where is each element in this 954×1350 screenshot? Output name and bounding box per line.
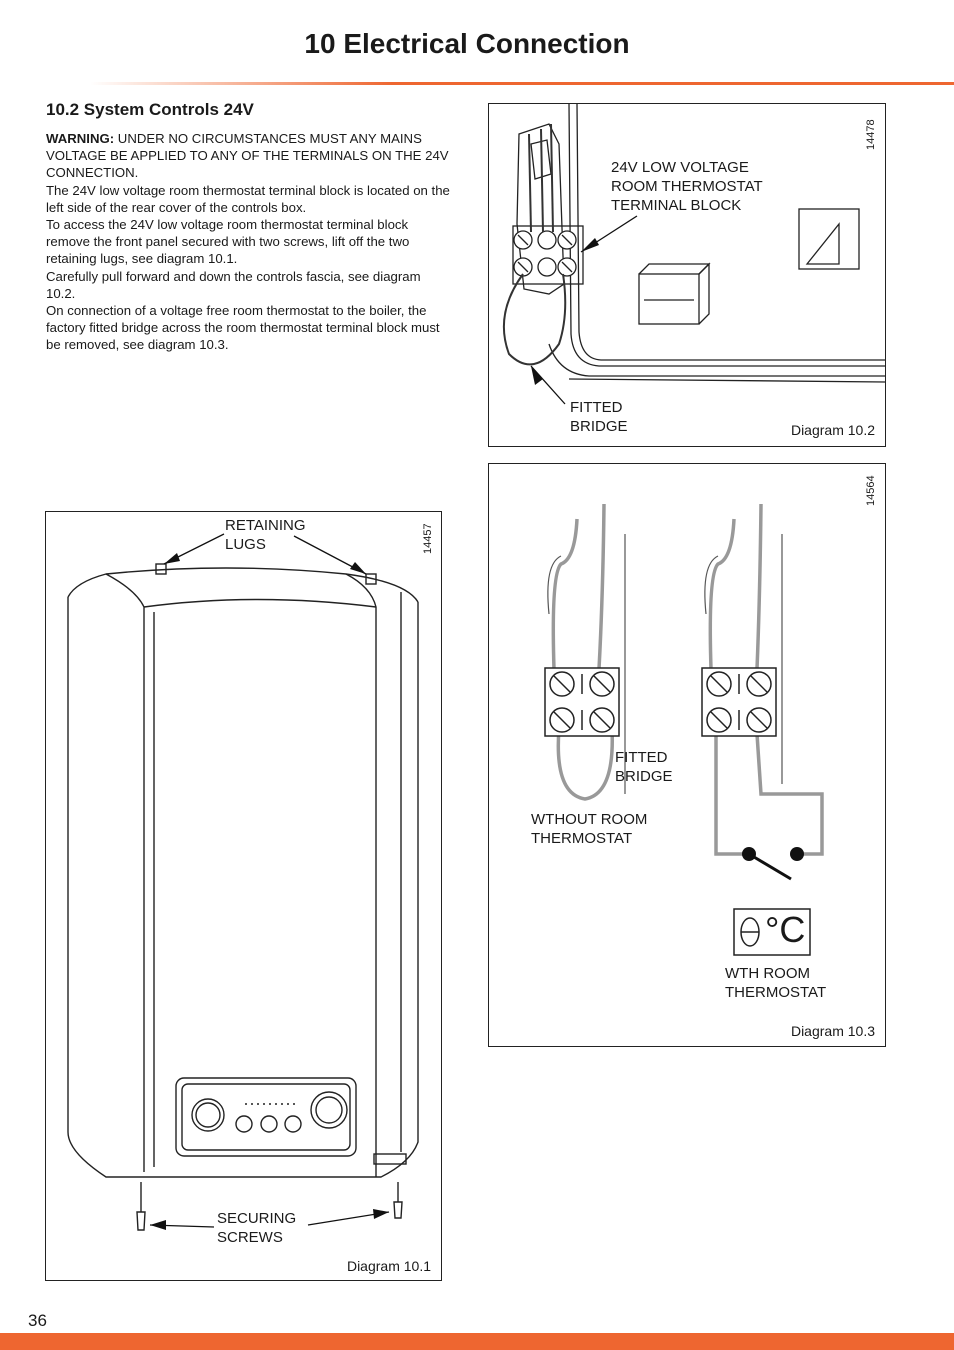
figure-reference-number: 14564 bbox=[865, 475, 877, 506]
paragraph-2: To access the 24V low voltage room thermostat terminal block remove the front panel secured with two screws, lift off the two retaining lugs, see diagram 10.1. bbox=[46, 217, 410, 267]
warning-label: WARNING: bbox=[46, 131, 115, 146]
thermostat-symbol: °C bbox=[765, 909, 806, 950]
page-number: 36 bbox=[28, 1311, 47, 1330]
label-fitted-bridge: FITTED BRIDGE bbox=[615, 749, 673, 785]
label-fitted-bridge: FITTED BRIDGE bbox=[570, 399, 628, 435]
thermostat-wiring-illustration bbox=[489, 464, 886, 1047]
paragraph-1: The 24V low voltage room thermostat terminal block is located on the left side of the rear cover of the controls box. bbox=[46, 182, 450, 215]
footer-accent-bar bbox=[0, 1333, 954, 1350]
diagram-10-3 bbox=[488, 463, 886, 1047]
boiler-front-illustration bbox=[46, 512, 442, 1281]
section-heading: 10.2 System Controls 24V bbox=[46, 100, 254, 119]
figure-reference-number: 14457 bbox=[422, 523, 434, 554]
diagram-caption: Diagram 10.2 bbox=[790, 422, 875, 438]
diagram-10-1 bbox=[45, 511, 442, 1281]
diagram-10-2 bbox=[488, 103, 886, 447]
label-terminal-block: 24V LOW VOLTAGE ROOM THERMOSTAT TERMINAL BLOCK bbox=[611, 159, 763, 214]
label-with-room-thermostat: WTH ROOM THERMOSTAT bbox=[725, 965, 827, 1001]
terminal-block-illustration bbox=[489, 104, 886, 447]
label-securing-screws: SECURING SCREWS bbox=[217, 1210, 297, 1246]
label-retaining-lugs: RETAINING LUGS bbox=[225, 517, 306, 553]
diagram-caption: Diagram 10.1 bbox=[346, 1258, 431, 1274]
figure-reference-number: 14478 bbox=[865, 119, 877, 150]
diagram-caption: Diagram 10.3 bbox=[790, 1023, 875, 1039]
warning-text: UNDER NO CIRCUMSTANCES MUST ANY MAINS VOLTAGE BE APPLIED TO ANY OF THE TERMINALS ON THE 24V CONNECTION. bbox=[46, 131, 449, 181]
paragraph-4: On connection of a voltage free room thermostat to the boiler, the factory fitted bridge across the room thermostat terminal block must be removed, see diagram 10.3. bbox=[46, 303, 440, 353]
paragraph-3: Carefully pull forward and down the controls fascia, see diagram 10.2. bbox=[46, 268, 421, 301]
page-title: 10 Electrical Connection bbox=[304, 28, 630, 59]
title-rule bbox=[90, 82, 954, 85]
body-text bbox=[46, 130, 451, 354]
warning-paragraph bbox=[46, 130, 451, 182]
label-without-room-thermostat: WTHOUT ROOM THERMOSTAT bbox=[531, 811, 648, 847]
